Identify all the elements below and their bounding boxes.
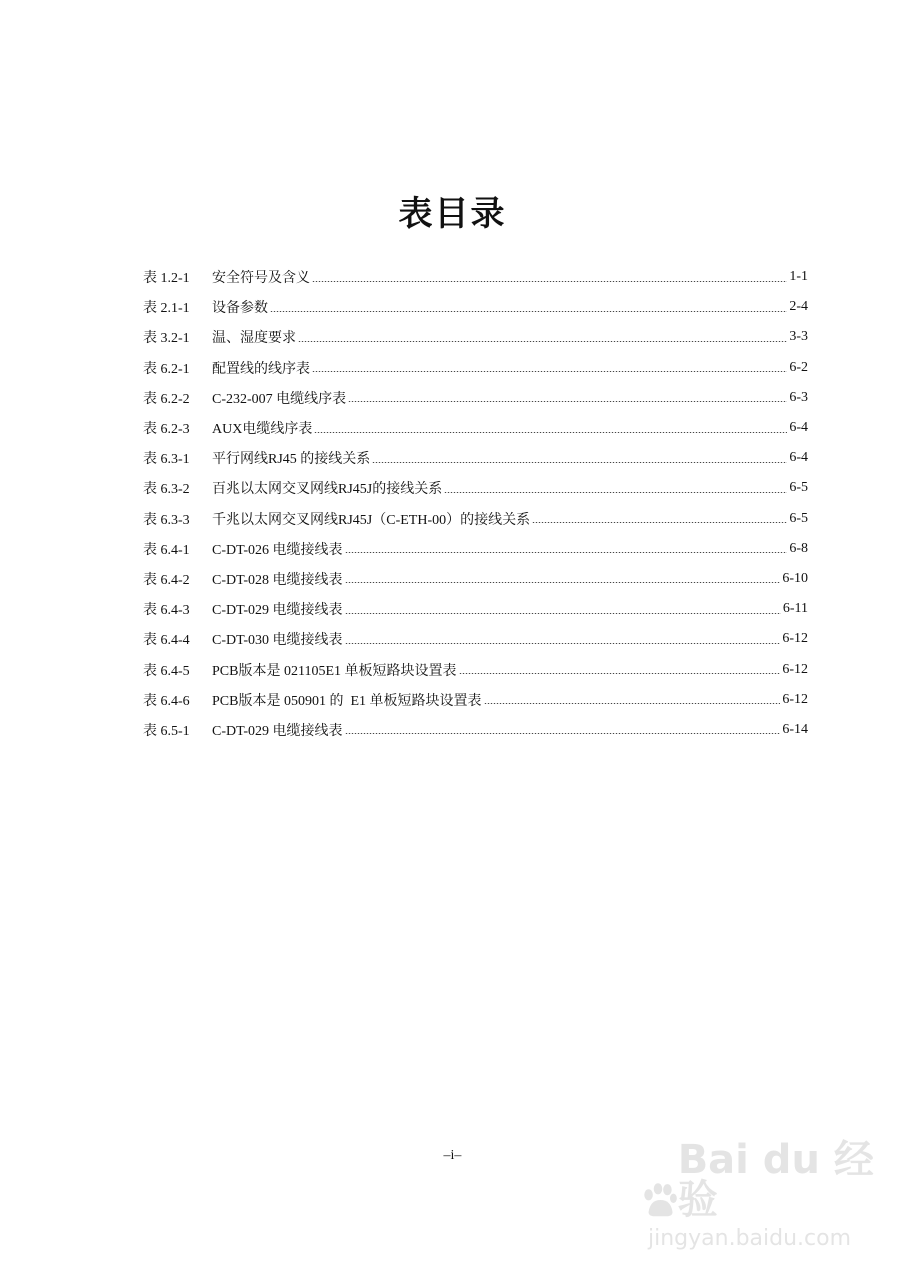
entry-title: PCB版本是 050901 的 E1 单板短路块设置表 — [212, 693, 482, 709]
entry-number: 表 6.5-1 — [143, 723, 190, 739]
entry-page: 6-12 — [782, 691, 808, 707]
toc-entry[interactable] — [143, 624, 808, 654]
entry-page: 6-10 — [782, 570, 808, 586]
toc-entry[interactable] — [143, 473, 808, 503]
toc-entry[interactable] — [143, 292, 808, 322]
entry-title: 千兆以太网交叉网线RJ45J（C-ETH-00）的接线关系 — [212, 512, 531, 528]
toc-entry[interactable] — [143, 443, 808, 473]
toc-entry[interactable] — [143, 534, 808, 564]
entry-title: 平行网线RJ45 的接线关系 — [212, 452, 371, 468]
toc-entry[interactable] — [143, 322, 808, 352]
entry-number: 表 3.2-1 — [143, 331, 190, 347]
toc-entry[interactable] — [143, 594, 808, 624]
leader-dots — [345, 552, 788, 553]
entry-title: C-DT-029 电缆接线表 — [212, 603, 343, 619]
entry-number: 表 6.4-2 — [143, 572, 190, 588]
toc-entry[interactable] — [143, 715, 808, 745]
leader-dots — [532, 522, 787, 523]
leader-dots — [372, 462, 787, 463]
entry-title: AUX电缆线序表 — [212, 422, 313, 438]
leader-dots — [312, 281, 787, 282]
entry-title: 百兆以太网交叉网线RJ45J的接线关系 — [212, 482, 443, 498]
entry-page: 6-4 — [789, 420, 808, 436]
entry-title: 安全符号及含义 — [212, 271, 310, 287]
watermark-url: jingyan.baidu.com — [648, 1226, 852, 1251]
toc-entry[interactable] — [143, 262, 808, 292]
entry-page: 6-2 — [789, 359, 808, 375]
toc-entry[interactable] — [143, 504, 808, 534]
entry-page: 6-12 — [782, 661, 808, 677]
leader-dots — [270, 311, 787, 312]
entry-page: 6-3 — [789, 389, 808, 405]
page-title: 表目录 — [398, 194, 507, 234]
leader-dots — [314, 432, 787, 433]
entry-number: 表 6.3-1 — [143, 452, 190, 468]
leader-dots — [459, 673, 781, 674]
entry-number: 表 6.2-2 — [143, 391, 190, 407]
entry-page: 3-3 — [789, 329, 808, 345]
entry-title: PCB版本是 021105E1 单板短路块设置表 — [212, 663, 457, 679]
entry-number: 表 2.1-1 — [143, 301, 190, 317]
table-of-contents — [143, 262, 808, 745]
entry-title: C-232-007 电缆线序表 — [212, 391, 347, 407]
entry-title: 温、湿度要求 — [212, 331, 296, 347]
entry-title: 设备参数 — [212, 301, 268, 317]
entry-page: 6-5 — [789, 510, 808, 526]
page-number: –i– — [443, 1148, 462, 1163]
toc-entry[interactable] — [143, 685, 808, 715]
entry-page: 2-4 — [789, 299, 808, 315]
entry-page: 6-8 — [789, 540, 808, 556]
baidu-watermark — [640, 1137, 880, 1260]
entry-title: 配置线的线序表 — [212, 361, 310, 377]
leader-dots — [345, 613, 781, 614]
entry-number: 表 6.2-1 — [143, 361, 190, 377]
leader-dots — [444, 492, 787, 493]
entry-page: 6-11 — [782, 601, 808, 617]
toc-entry[interactable] — [143, 564, 808, 594]
leader-dots — [348, 401, 787, 402]
entry-title: C-DT-030 电缆接线表 — [212, 633, 343, 649]
leader-dots — [345, 582, 781, 583]
leader-dots — [312, 371, 787, 372]
entry-number: 表 6.3-3 — [143, 512, 190, 528]
entry-page: 6-14 — [782, 721, 808, 737]
entry-number: 表 6.4-1 — [143, 542, 190, 558]
entry-page: 6-12 — [782, 631, 808, 647]
entry-title: C-DT-028 电缆接线表 — [212, 572, 343, 588]
entry-number: 表 6.4-5 — [143, 663, 190, 679]
entry-page: 6-5 — [789, 480, 808, 496]
entry-page: 6-4 — [789, 450, 808, 466]
leader-dots — [298, 341, 787, 342]
entry-number: 表 6.3-2 — [143, 482, 190, 498]
entry-number: 表 6.4-3 — [143, 603, 190, 619]
leader-dots — [345, 733, 781, 734]
entry-number: 表 6.4-4 — [143, 633, 190, 649]
entry-title: C-DT-026 电缆接线表 — [212, 542, 343, 558]
toc-entry[interactable] — [143, 383, 808, 413]
entry-number: 表 6.2-3 — [143, 422, 190, 438]
toc-entry[interactable] — [143, 353, 808, 383]
leader-dots — [345, 643, 781, 644]
entry-number: 表 1.2-1 — [143, 271, 190, 287]
entry-title: C-DT-029 电缆接线表 — [212, 723, 343, 739]
entry-page: 1-1 — [789, 269, 808, 285]
entry-number: 表 6.4-6 — [143, 693, 190, 709]
toc-entry[interactable] — [143, 413, 808, 443]
paw-icon — [640, 1180, 678, 1220]
toc-entry[interactable] — [143, 654, 808, 684]
watermark-brand: Bai du 经验 — [677, 1137, 874, 1223]
leader-dots — [484, 703, 781, 704]
